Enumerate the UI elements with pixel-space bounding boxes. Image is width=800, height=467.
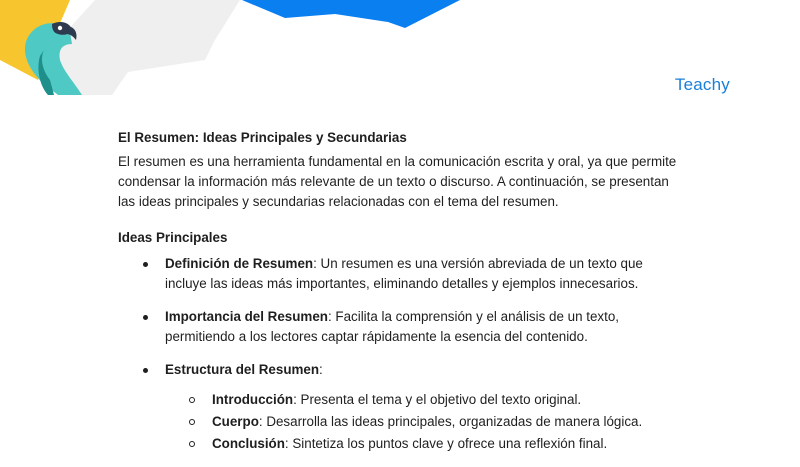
list-item — [118, 307, 688, 347]
brand-logo[interactable]: Teachy — [674, 75, 730, 94]
section-title: Ideas Principales — [118, 230, 228, 245]
circle-bullet-icon — [189, 419, 195, 425]
circle-bullet-icon — [189, 441, 195, 447]
sub-item-text: : Desarrolla las ideas principales, organizadas de manera lógica. — [258, 414, 643, 429]
item-text: : Facilita la comprensión y el análisis de un texto, permitiendo a los lectores captar rápidamente la esencia del contenido. — [165, 309, 619, 344]
bullet-icon — [143, 315, 148, 320]
item-text: : Un resumen es una versión abreviada de un texto que incluye las ideas más importantes, eliminando detalles y ejemplos innecesarios. — [165, 256, 643, 291]
sub-list — [165, 390, 688, 454]
blue-shape — [242, 0, 460, 28]
sub-list-item — [165, 390, 688, 410]
sub-item-text: : Presenta el tema y el objetivo del texto original. — [293, 392, 582, 407]
item-text: : — [319, 362, 323, 377]
document-title: El Resumen: Ideas Principales y Secundarias — [118, 130, 407, 145]
gray-shape — [42, 0, 240, 95]
sub-list-item — [165, 412, 688, 432]
intro-paragraph: El resumen es una herramienta fundamental en la comunicación escrita y oral, ya que permite condensar la información más relevante de un texto o discurso. A continuación, se presentan las ideas principales y secundarias relacionadas con el tema del resumen. — [118, 154, 677, 209]
bullet-icon — [143, 262, 148, 267]
main-list — [118, 254, 688, 454]
parrot-icon — [25, 22, 82, 95]
sub-item-term: Conclusión — [212, 436, 285, 451]
yellow-shape — [0, 0, 70, 80]
bullet-icon — [143, 368, 148, 373]
circle-bullet-icon — [189, 397, 195, 403]
item-term: Definición de Resumen — [165, 256, 314, 271]
item-term: Importancia del Resumen — [165, 309, 328, 324]
sub-item-text: : Sintetiza los puntos clave y ofrece una reflexión final. — [284, 436, 608, 451]
sub-list-item — [165, 434, 688, 454]
sub-item-term: Introducción — [212, 392, 294, 407]
list-item — [118, 254, 688, 294]
sub-item-term: Cuerpo — [212, 414, 259, 429]
item-term: Estructura del Resumen — [165, 362, 320, 377]
document-body — [118, 128, 688, 467]
list-item — [118, 360, 688, 454]
